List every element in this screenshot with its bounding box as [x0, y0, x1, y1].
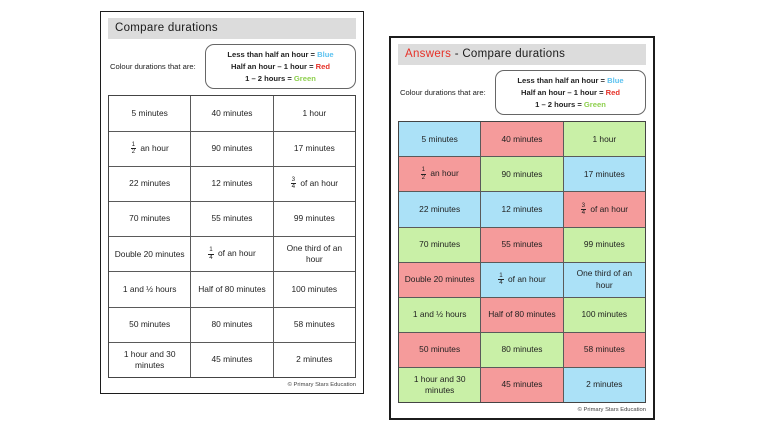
legend-value-blue: Blue — [607, 76, 624, 85]
duration-cell — [399, 333, 480, 367]
duration-cell — [399, 368, 480, 402]
duration-cell — [563, 157, 645, 191]
duration-text: 12 minutes — [211, 178, 253, 189]
table-row — [109, 342, 355, 377]
duration-cell — [480, 192, 562, 226]
duration-cell — [273, 343, 355, 377]
duration-cell — [399, 298, 480, 332]
duration-cell — [563, 333, 645, 367]
duration-cell — [563, 122, 645, 156]
duration-text: Double 20 minutes — [114, 248, 185, 259]
duration-cell — [480, 157, 562, 191]
duration-text: 80 minutes — [211, 319, 253, 330]
duration-text: 70 minutes — [419, 238, 461, 249]
duration-cell — [563, 228, 645, 262]
copyright: © Primary Stars Education — [577, 407, 646, 413]
duration-text: 45 minutes — [211, 354, 253, 365]
legend-value-green: Green — [293, 73, 316, 83]
table-row — [109, 236, 355, 271]
duration-cell — [480, 228, 562, 262]
duration-text: 58 minutes — [583, 344, 625, 355]
legend-line-green: 1 – 2 hours = Green — [245, 73, 316, 83]
duration-text: 70 minutes — [129, 213, 171, 224]
duration-cell — [273, 132, 355, 166]
duration-text: 2 minutes — [586, 379, 623, 390]
answers-durations-table — [398, 121, 646, 403]
duration-cell — [273, 167, 355, 201]
duration-text: 17 minutes — [293, 142, 335, 153]
copyright: © Primary Stars Education — [287, 382, 356, 388]
duration-cell — [273, 272, 355, 306]
page-title: Compare durations — [115, 22, 218, 34]
table-row — [399, 122, 645, 156]
duration-text: $\frac{1}{2}$ an hour — [421, 166, 459, 181]
duration-cell — [190, 308, 272, 342]
fraction: $\frac{1}{2}$ — [131, 140, 136, 156]
fraction: $\frac{1}{4}$ — [499, 271, 503, 287]
duration-text: 80 minutes — [501, 344, 543, 355]
legend-value-green: Green — [583, 99, 606, 109]
table-row — [109, 271, 355, 306]
legend-line-green: 1 – 2 hours = Green — [535, 99, 606, 109]
duration-cell — [109, 272, 190, 306]
table-row — [399, 156, 645, 191]
duration-text: 1 and ½ hours — [122, 283, 177, 294]
duration-cell — [399, 228, 480, 262]
duration-cell — [399, 157, 480, 191]
duration-text: 1 hour — [302, 107, 327, 118]
duration-cell — [109, 237, 190, 271]
duration-text: Half of 80 minutes — [488, 309, 556, 320]
table-row — [109, 166, 355, 201]
legend-box — [495, 70, 646, 115]
duration-text: 50 minutes — [129, 319, 171, 330]
duration-cell — [563, 298, 645, 332]
duration-text: 17 minutes — [583, 168, 625, 179]
legend-row — [398, 70, 646, 115]
duration-cell — [190, 343, 272, 377]
duration-text: 45 minutes — [501, 379, 543, 390]
duration-text: $\frac{3}{4}$ of an hour — [581, 201, 629, 217]
duration-text: 55 minutes — [211, 213, 253, 224]
duration-text: 99 minutes — [583, 238, 625, 249]
duration-text: 100 minutes — [291, 283, 338, 294]
duration-text: 1 and ½ hours — [412, 309, 467, 320]
legend-line-blue: Less than half an hour = Blue — [517, 76, 624, 85]
duration-cell — [190, 132, 272, 166]
duration-text: 22 minutes — [419, 203, 461, 214]
duration-cell — [109, 167, 190, 201]
duration-text: 40 minutes — [501, 133, 543, 144]
table-row — [399, 297, 645, 332]
duration-cell — [399, 122, 480, 156]
fraction: $\frac{1}{4}$ — [209, 246, 213, 261]
duration-text: 1 hour and 30 minutes — [123, 348, 176, 370]
duration-cell — [190, 96, 272, 130]
duration-text: $\frac{1}{4}$ of an hour — [209, 246, 256, 261]
duration-text: 12 minutes — [501, 203, 543, 214]
duration-cell — [109, 96, 190, 130]
duration-cell — [273, 96, 355, 130]
duration-cell — [109, 308, 190, 342]
duration-text: 90 minutes — [211, 142, 253, 153]
duration-cell — [399, 263, 480, 297]
duration-text: $\frac{1}{2}$ an hour — [131, 140, 169, 156]
duration-text: Double 20 minutes — [404, 274, 475, 285]
duration-text: 50 minutes — [419, 344, 461, 355]
duration-text: 58 minutes — [293, 319, 335, 330]
duration-text: Half of 80 minutes — [198, 283, 266, 294]
duration-cell — [563, 368, 645, 402]
answers-title-prefix: Answers — [405, 48, 452, 60]
duration-cell — [480, 122, 562, 156]
legend-line-red: Half an hour – 1 hour = Red — [231, 61, 330, 71]
duration-text: 2 minutes — [296, 354, 333, 365]
legend-label: Colour durations that are: — [110, 62, 196, 72]
duration-cell — [273, 308, 355, 342]
duration-text: 55 minutes — [501, 238, 543, 249]
fraction: $\frac{3}{4}$ — [581, 201, 586, 217]
legend-line-red: Half an hour – 1 hour = Red — [521, 87, 620, 97]
answers-panel — [389, 36, 655, 420]
answers-title-rest: - Compare durations — [451, 48, 566, 60]
duration-text: 1 hour — [592, 133, 617, 144]
legend-line-blue: Less than half an hour = Blue — [227, 50, 334, 59]
legend-value-red: Red — [605, 87, 620, 97]
legend-row — [108, 44, 356, 89]
duration-text: 1 hour and 30 minutes — [413, 373, 466, 395]
duration-text: 5 minutes — [421, 133, 458, 144]
table-row — [399, 332, 645, 367]
duration-cell — [190, 167, 272, 201]
duration-text: 100 minutes — [581, 309, 628, 320]
legend-box — [205, 44, 356, 89]
duration-cell — [109, 343, 190, 377]
table-row — [109, 307, 355, 342]
duration-text: 5 minutes — [131, 107, 168, 118]
legend-value-blue: Blue — [317, 50, 334, 59]
duration-text: One third of an hour — [576, 268, 633, 290]
legend-label: Colour durations that are: — [400, 88, 486, 98]
duration-cell — [109, 132, 190, 166]
duration-text: $\frac{1}{4}$ of an hour — [499, 271, 546, 287]
duration-cell — [190, 272, 272, 306]
answers-titlebar — [398, 44, 646, 65]
duration-cell — [399, 192, 480, 226]
duration-cell — [190, 237, 272, 271]
duration-text: 90 minutes — [501, 168, 543, 179]
duration-cell — [109, 202, 190, 236]
worksheet-panel — [100, 11, 364, 394]
duration-cell — [480, 298, 562, 332]
table-row — [399, 191, 645, 226]
duration-cell — [480, 333, 562, 367]
duration-text: $\frac{3}{4}$ of an hour — [291, 175, 339, 191]
duration-cell — [273, 202, 355, 236]
durations-table — [108, 95, 356, 378]
duration-cell — [563, 263, 645, 297]
duration-text: One third of an hour — [286, 242, 343, 265]
duration-cell — [480, 263, 562, 297]
duration-cell — [480, 368, 562, 402]
fraction: $\frac{3}{4}$ — [291, 175, 296, 191]
table-row — [399, 227, 645, 262]
legend-value-red: Red — [315, 61, 330, 71]
table-row — [399, 262, 645, 297]
duration-cell — [273, 237, 355, 271]
duration-text: 22 minutes — [129, 178, 171, 189]
table-row — [109, 131, 355, 166]
fraction: $\frac{1}{2}$ — [421, 166, 426, 181]
duration-cell — [190, 202, 272, 236]
table-row — [109, 96, 355, 130]
duration-cell — [563, 192, 645, 226]
duration-text: 99 minutes — [293, 213, 335, 224]
table-row — [109, 201, 355, 236]
table-row — [399, 367, 645, 402]
duration-text: 40 minutes — [211, 107, 253, 118]
worksheet-titlebar — [108, 18, 356, 39]
